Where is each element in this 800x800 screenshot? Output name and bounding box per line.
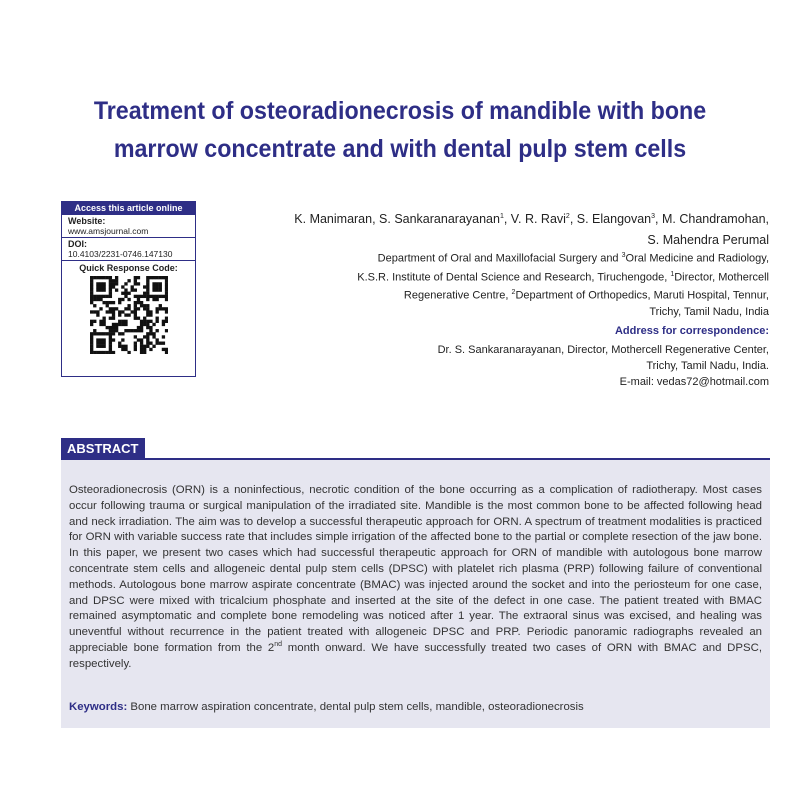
abstract-heading: ABSTRACT	[61, 438, 145, 460]
abstract-text	[69, 483, 762, 673]
authors-line-2: S. Mahendra Perumal	[647, 233, 769, 248]
keywords	[69, 699, 762, 715]
access-header: Access this article online	[62, 202, 195, 215]
affil-line	[309, 267, 769, 286]
authors-block	[249, 206, 769, 251]
website-row	[62, 215, 195, 238]
author-name: , S. Elangovan	[569, 212, 652, 227]
article-title	[65, 92, 735, 168]
keywords-list: Bone marrow aspiration concentrate, dental pulp stem cells, mandible, osteoradionecrosis	[127, 700, 584, 713]
author-sup: 1	[499, 213, 504, 220]
keywords-label: Keywords:	[69, 700, 128, 713]
author-name: , M. Chandramohan,	[655, 212, 769, 227]
corr-line-2: Trichy, Tamil Nadu, India.	[646, 360, 769, 372]
qr-label: Quick Response Code:	[79, 263, 178, 273]
abstract-box	[61, 460, 770, 728]
affiliations	[309, 248, 769, 320]
correspondence-address	[309, 342, 769, 390]
affil-text: Department of Oral and Maxillofacial Surgery and	[377, 252, 622, 265]
affil-sup: 1	[670, 270, 675, 278]
affil-sup: 3	[621, 252, 626, 259]
website-label: Website:	[68, 216, 106, 226]
corr-email[interactable]: E-mail: vedas72@hotmail.com	[619, 376, 769, 388]
corr-line-1: Dr. S. Sankaranarayanan, Director, Mothercell Regenerative Center,	[437, 344, 769, 356]
qr-code-icon[interactable]	[90, 276, 168, 354]
title-line-2: marrow concentrate and with dental pulp stem cells	[113, 135, 687, 163]
doi-row	[62, 238, 195, 261]
affil-text: Regenerative Centre,	[403, 289, 512, 302]
doi-value[interactable]: 10.4103/2231-0746.147130	[68, 249, 173, 259]
affil-text: Director, Mothercell	[674, 271, 769, 284]
affil-line	[309, 285, 769, 304]
access-online-box	[61, 201, 196, 377]
affil-sup: 2	[511, 289, 516, 297]
doi-label: DOI:	[68, 239, 87, 249]
correspondence-label: Address for correspondence:	[614, 325, 769, 337]
author-sup: 2	[565, 213, 570, 220]
affil-text: K.S.R. Institute of Dental Science and Research, Tiruchengode,	[357, 271, 671, 284]
abstract-body-2: month onward. We have successfully treated two cases of ORN with BMAC and DPSC, respectively.	[69, 641, 762, 670]
title-line-1: Treatment of osteoradionecrosis of mandible with bone	[93, 97, 707, 125]
author-name: K. Manimaran, S. Sankaranarayanan	[294, 212, 500, 227]
abstract-sup: nd	[274, 641, 283, 649]
author-sup: 3	[651, 213, 656, 220]
affil-line: Trichy, Tamil Nadu, India	[649, 305, 769, 318]
abstract-body-1: Osteoradionecrosis (ORN) is a noninfectious, necrotic condition of the bone occurring as a complication of radiotherapy. Most cases occur following trauma or surgical manipulation of the irradiated site. Mandible is the most common bone to be affected following head and neck irradiation. The aim was to develop a successful therapeutic approach for ORN. A spectrum of treatment modalities is practiced for ORN with variable success rate that includes simple irrigation of the affected bone to the partial or complete resection of the jaw bone. In this paper, we present two cases which had successful therapeutic approach for ORN of mandible with autologous bone marrow concentrate stem cells and allogeneic dental pulp stem cells (DPSC) with platelet rich plasma (PRP) following failure of conventional methods. Autologous bone marrow aspirate concentrate (BMAC) was injected around the socket and into the periosteum for one case, and DPSC were mixed with tricalcium phosphate and inserted at the site of the defect in one case. The patient treated with BMAC remained asymptomatic and complete bone remodeling was noticed after 1 year. The extraoral sinus was excised, and healing was uneventful without recurrence in the patient treated with allogeneic DPSC and PRP. Periodic panoramic radiographs revealed an appreciable bone formation from the 2	[69, 484, 762, 654]
affil-line	[309, 248, 769, 267]
affil-text: Department of Orthopedics, Maruti Hospital, Tennur,	[515, 289, 769, 302]
authors-line-1	[249, 206, 769, 230]
website-link[interactable]: www.amsjournal.com	[68, 226, 149, 236]
author-name: , V. R. Ravi	[503, 212, 566, 227]
affil-text: Oral Medicine and Radiology,	[625, 252, 769, 265]
